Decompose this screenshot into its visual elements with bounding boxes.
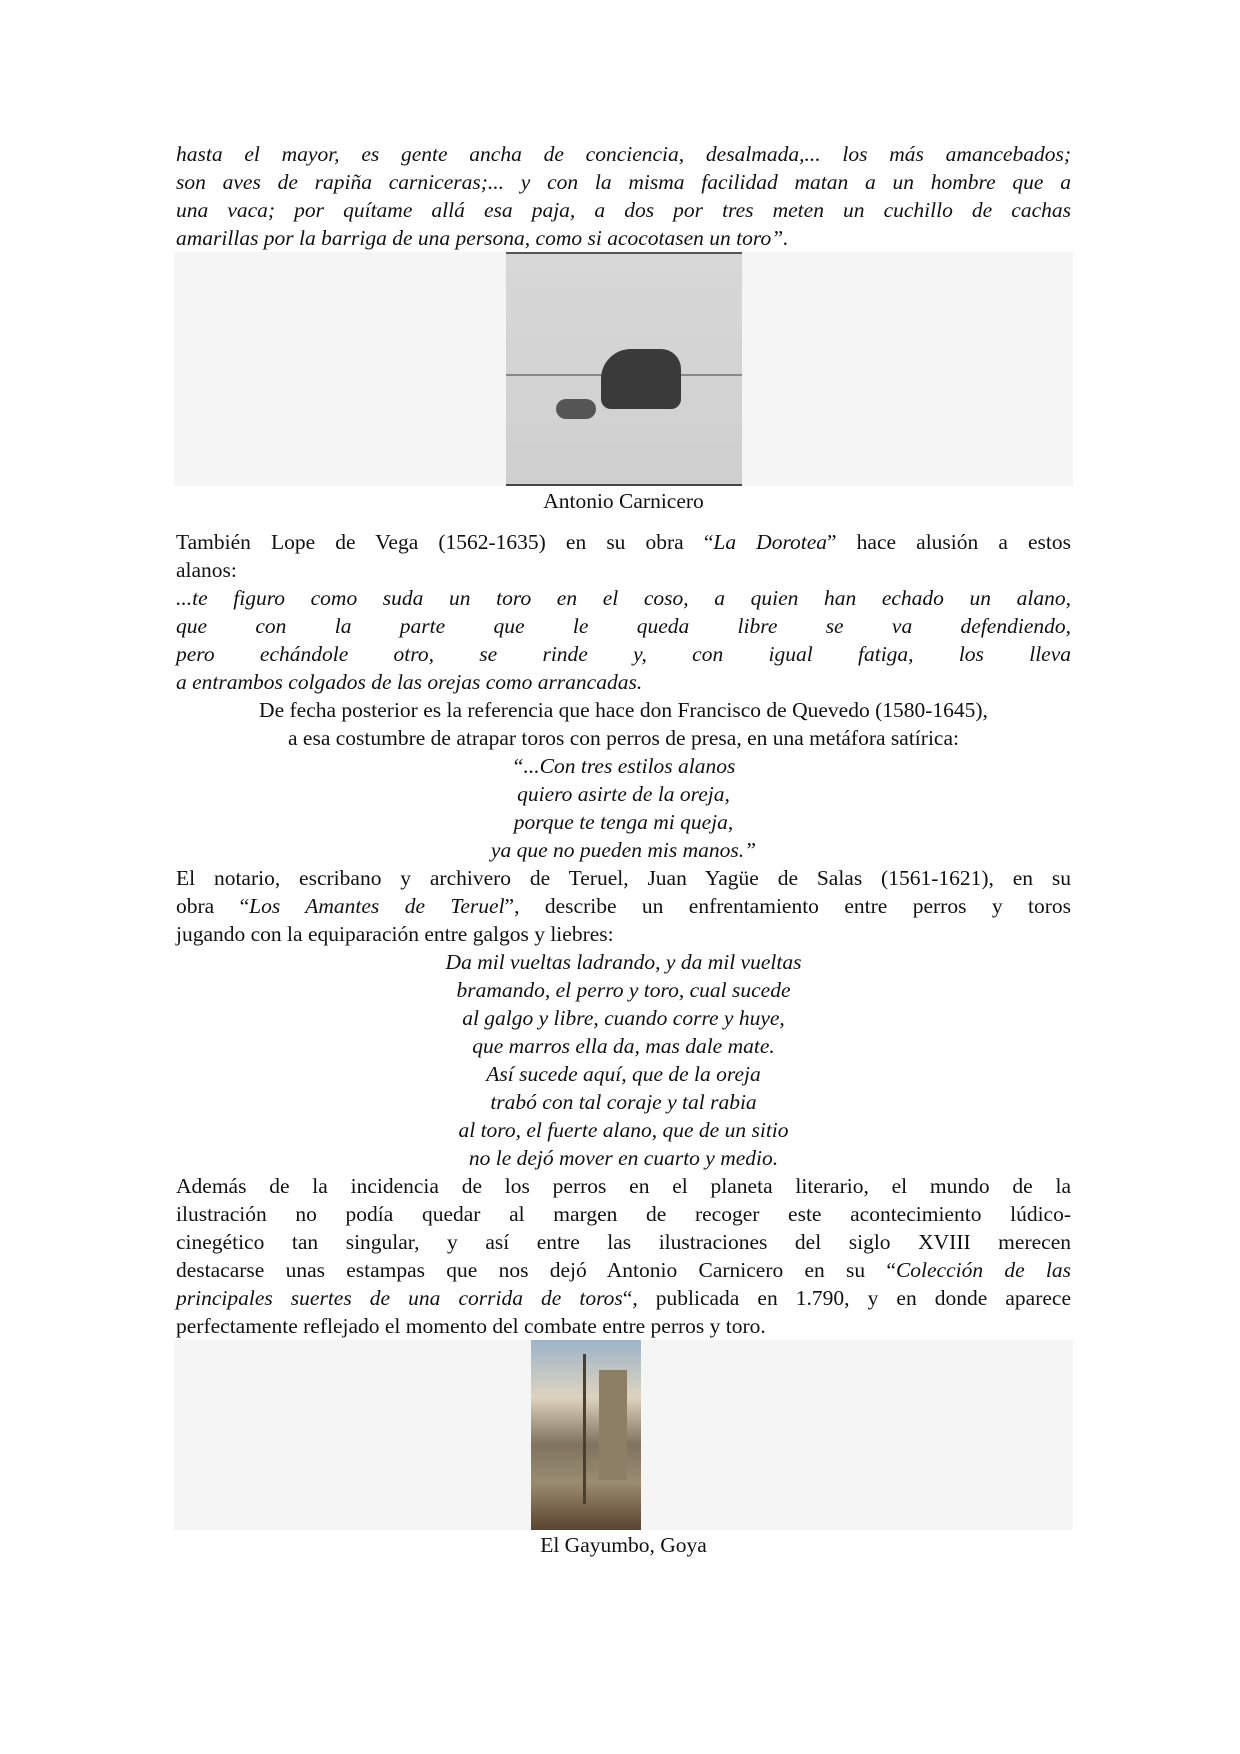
text: obra “	[176, 894, 250, 918]
paragraph-line	[176, 1256, 1071, 1284]
quote-line: que con la parte que le queda libre se va defendiendo,	[176, 614, 1071, 638]
text: También Lope de Vega (1562-1635) en su obra “	[176, 530, 714, 554]
paragraph-quevedo	[176, 696, 1071, 752]
verse-quevedo	[176, 752, 1071, 864]
paragraph-lope	[176, 528, 1071, 584]
figure-caption: Antonio Carnicero	[543, 489, 704, 513]
paragraph-line	[176, 528, 1071, 556]
paragraph-line: alanos:	[176, 558, 237, 582]
verse-line: que marros ella da, mas dale mate.	[472, 1034, 775, 1058]
quote-line: pero echándole otro, se rinde y, con igual fatiga, los lleva	[176, 642, 1071, 666]
verse-line: no le dejó mover en cuarto y medio.	[468, 1146, 779, 1170]
quote-line: ...te figuro como suda un toro en el coso, a quien han echado un alano,	[176, 586, 1071, 610]
verse-line: Da mil vueltas ladrando, y da mil vueltas	[445, 950, 802, 974]
paragraph-line: De fecha posterior es la referencia que hace don Francisco de Quevedo (1580-1645),	[259, 698, 988, 722]
document-page	[176, 140, 1071, 1560]
text: destacarse unas estampas que nos dejó Antonio Carnicero en su “	[176, 1258, 896, 1282]
text: “, publicada en 1.790, y en donde aparece	[622, 1286, 1071, 1310]
quote-line: una vaca; por quítame allá esa paja, a dos por tres meten un cuchillo de cachas	[176, 198, 1071, 222]
figure-caption: El Gayumbo, Goya	[540, 1533, 707, 1557]
goya-painting-image	[531, 1340, 641, 1530]
verse-line: trabó con tal coraje y tal rabia	[490, 1090, 757, 1114]
quote-line: amarillas por la barriga de una persona, como si acocotasen un toro”.	[176, 226, 789, 250]
paragraph-line: jugando con la equiparación entre galgos y liebres:	[176, 922, 614, 946]
verse-line: quiero asirte de la oreja,	[517, 782, 730, 806]
pole-shape	[583, 1354, 586, 1504]
bullfight-engraving-image	[506, 252, 742, 486]
verse-line: al galgo y libre, cuando corre y huye,	[462, 1006, 785, 1030]
verse-line: ya que no pueden mis manos.”	[490, 838, 757, 862]
verse-line: al toro, el fuerte alano, que de un sitio	[458, 1118, 789, 1142]
paragraph-line: ilustración no podía quedar al margen de recoger este acontecimiento lúdico-	[176, 1202, 1071, 1226]
paragraph-yague	[176, 864, 1071, 948]
work-title: Colección de las	[895, 1258, 1071, 1282]
paragraph-line: perfectamente reflejado el momento del combate entre perros y toro.	[176, 1314, 766, 1338]
paragraph-line	[176, 892, 1071, 920]
verse-line: porque te tenga mi queja,	[513, 810, 734, 834]
work-title: principales suertes de una corrida de toros	[176, 1286, 623, 1310]
paragraph-line	[176, 1284, 1071, 1312]
text: ” hace alusión a estos	[827, 530, 1071, 554]
verse-yague	[176, 948, 1071, 1172]
paragraph-ademas	[176, 1172, 1071, 1340]
figure-antonio-carnicero	[174, 252, 1073, 486]
verse-line: bramando, el perro y toro, cual sucede	[456, 978, 791, 1002]
text: ”, describe un enfrentamiento entre perros y toros	[504, 894, 1071, 918]
quote-line: hasta el mayor, es gente ancha de conciencia, desalmada,... los más amancebados;	[176, 142, 1071, 166]
work-title: La Dorotea	[713, 530, 828, 554]
work-title: Los Amantes de Teruel	[249, 894, 505, 918]
paragraph-line: a esa costumbre de atrapar toros con perros de presa, en una metáfora satírica:	[288, 726, 959, 750]
verse-line: Así sucede aquí, que de la oreja	[486, 1062, 761, 1086]
quote-lope	[176, 584, 1071, 696]
quote-line: son aves de rapiña carniceras;... y con la misma facilidad matan a un hombre que a	[176, 170, 1071, 194]
paragraph-line: cinegético tan singular, y así entre las ilustraciones del siglo XVIII merecen	[176, 1230, 1071, 1254]
dog-shape	[556, 399, 596, 419]
tower-shape	[599, 1370, 627, 1480]
bull-shape	[601, 349, 681, 409]
quote-line: a entrambos colgados de las orejas como arrancadas.	[176, 670, 643, 694]
paragraph-line: Además de la incidencia de los perros en el planeta literario, el mundo de la	[176, 1174, 1071, 1198]
paragraph-line: El notario, escribano y archivero de Teruel, Juan Yagüe de Salas (1561-1621), en su	[176, 866, 1071, 890]
figure-el-gayumbo	[174, 1340, 1073, 1530]
verse-line: “...Con tres estilos alanos	[511, 754, 736, 778]
quote-top	[176, 140, 1071, 252]
